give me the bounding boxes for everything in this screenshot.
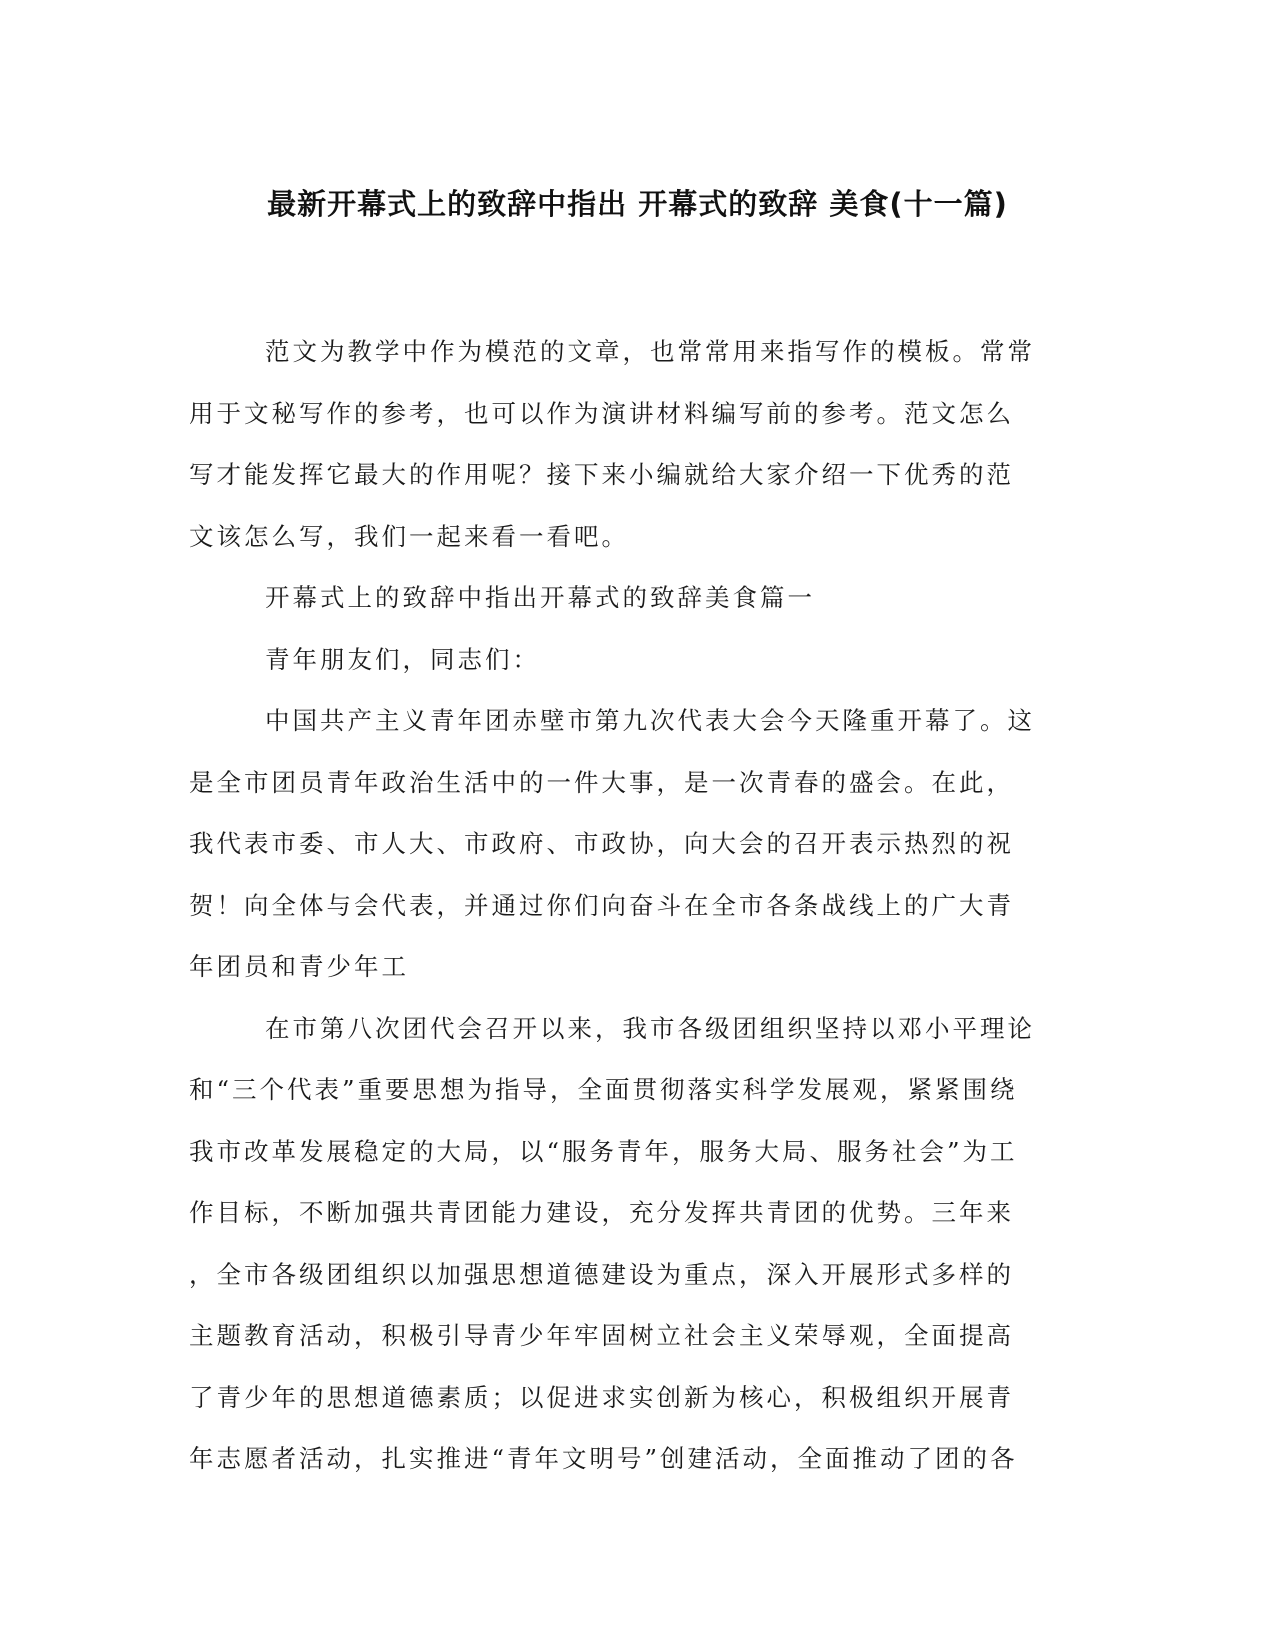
paragraph-line: 了青少年的思想道德素质；以促进求实创新为核心，积极组织开展青 bbox=[189, 1382, 1014, 1412]
paragraph-line: 和“三个代表”重要思想为指导，全面贯彻落实科学发展观，紧紧围绕 bbox=[189, 1075, 1018, 1104]
paragraph-line: 我代表市委、市人大、市政府、市政协，向大会的召开表示热烈的祝 bbox=[189, 829, 1014, 858]
paragraph-line: 贺！向全体与会代表，并通过你们向奋斗在全市各条战线上的广大青 bbox=[189, 890, 1014, 920]
paragraph-line: 年团员和青少年工 bbox=[189, 952, 409, 981]
paragraph-line: 文该怎么写，我们一起来看一看吧。 bbox=[189, 521, 629, 551]
paragraph-line: 是全市团员青年政治生活中的一件大事，是一次青春的盛会。在此， bbox=[189, 767, 1014, 797]
section-heading: 开幕式上的致辞中指出开幕式的致辞美食篇一 bbox=[265, 583, 815, 612]
document-title: 最新开幕式上的致辞中指出 开幕式的致辞 美食(十一篇) bbox=[267, 187, 1008, 221]
document-body bbox=[189, 321, 1083, 1490]
paragraph-line: ，全市各级团组织以加强思想道德建设为重点，深入开展形式多样的 bbox=[189, 1259, 1014, 1289]
paragraph-line: 作目标，不断加强共青团能力建设，充分发挥共青团的优势。三年来 bbox=[189, 1198, 1014, 1227]
paragraph-line: 年志愿者活动，扎实推进“青年文明号”创建活动，全面推动了团的各 bbox=[189, 1444, 1018, 1473]
paragraph-line: 在市第八次团代会召开以来，我市各级团组织坚持以邓小平理论 bbox=[265, 1013, 1035, 1043]
paragraph-line: 主题教育活动，积极引导青少年牢固树立社会主义荣辱观，全面提高 bbox=[189, 1321, 1014, 1350]
paragraph-line: 范文为教学中作为模范的文章，也常常用来指写作的模板。常常 bbox=[265, 337, 1035, 366]
salutation: 青年朋友们，同志们： bbox=[265, 644, 540, 674]
paragraph-line: 用于文秘写作的参考，也可以作为演讲材料编写前的参考。范文怎么 bbox=[189, 398, 1014, 428]
paragraph-line: 中国共产主义青年团赤壁市第九次代表大会今天隆重开幕了。这 bbox=[265, 706, 1035, 735]
paragraph-line: 写才能发挥它最大的作用呢？接下来小编就给大家介绍一下优秀的范 bbox=[189, 460, 1014, 489]
paragraph-line: 我市改革发展稳定的大局，以“服务青年，服务大局、服务社会”为工 bbox=[189, 1136, 1018, 1166]
